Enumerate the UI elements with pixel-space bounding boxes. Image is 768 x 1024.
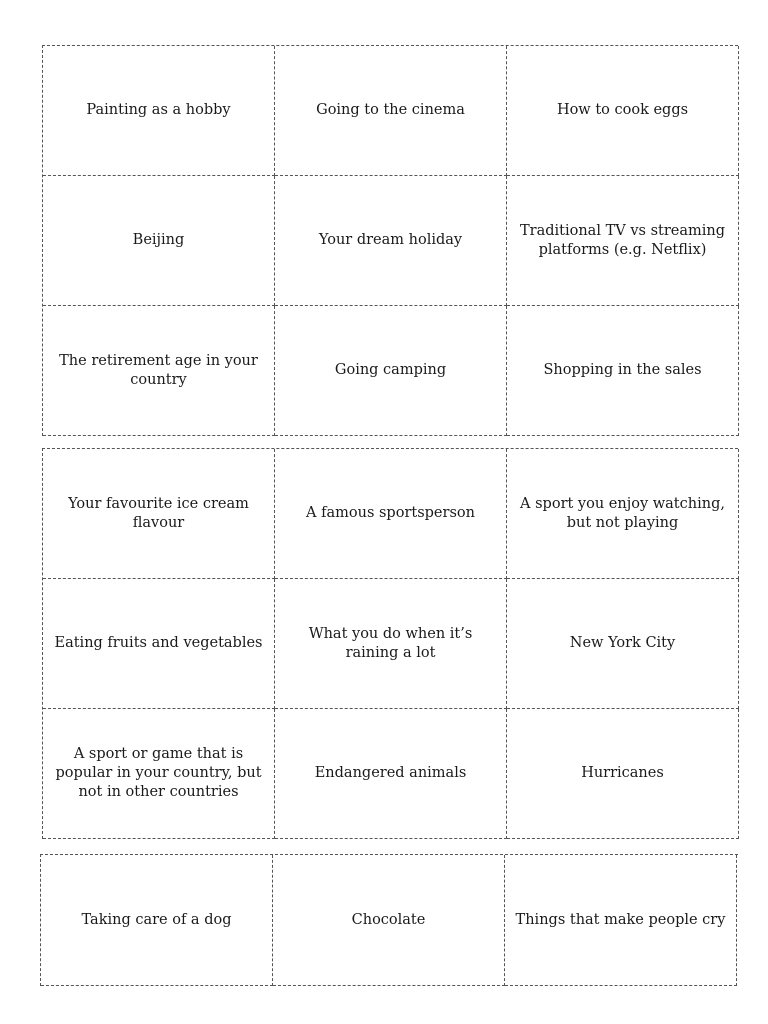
topic-card-text: Chocolate [351,911,426,928]
topic-card [507,306,739,436]
topic-card-text: The retirement age in your country [59,352,258,388]
topic-card [43,46,275,176]
topic-card-text: Your dream holiday [318,232,463,248]
topic-card-text: A famous sportsperson [306,505,475,521]
topic-card [43,306,275,436]
topic-card-text: Things that make people cry [515,911,726,928]
topic-card [275,46,507,176]
topic-card-text: New York City [569,635,676,651]
topic-card-text: Endangered animals [314,765,467,781]
topic-card-text: Hurricanes [581,765,664,781]
topic-card [41,855,273,986]
topic-card-text: Taking care of a dog [81,911,232,928]
topic-card [275,449,507,579]
topic-card-sheet-3 [40,854,738,986]
topic-card-text: Beijing [132,232,185,248]
topic-card-text: Painting as a hobby [86,102,231,118]
topic-card-text: Your favourite ice cream flavour [68,495,249,531]
topic-card [275,709,507,839]
topic-card [507,709,739,839]
topic-card-text: What you do when it’s raining a lot [308,625,473,661]
topic-card [275,579,507,709]
topic-card [43,709,275,839]
topic-card [507,579,739,709]
topic-card-text: Eating fruits and vegetables [54,635,263,651]
topic-card-text: A sport or game that is popular in your country, but not in other countries [55,746,262,800]
topic-card [507,176,739,306]
topic-card-text: How to cook eggs [556,102,689,118]
topic-card [507,449,739,579]
topic-card [43,579,275,709]
topic-card [275,306,507,436]
topic-card-text: Shopping in the sales [543,362,702,378]
topic-card-text: A sport you enjoy watching, but not playing [520,495,725,531]
topic-card [505,855,737,986]
topic-card-text: Traditional TV vs streaming platforms (e.g. Netflix) [519,222,726,258]
topic-card-text: Going to the cinema [316,102,465,118]
topic-card [43,176,275,306]
topic-card-sheet-1 [42,45,738,436]
topic-card [273,855,505,986]
topic-card [43,449,275,579]
topic-card-text: Going camping [334,362,447,378]
topic-card [507,46,739,176]
topic-card-sheet-2 [42,448,738,839]
topic-card [275,176,507,306]
